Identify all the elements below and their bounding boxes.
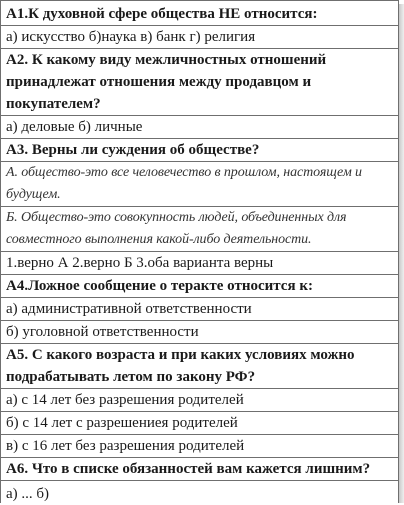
q3-title-prefix: А3 bbox=[6, 142, 25, 158]
q5-option-b: б) с 14 лет с разрешениея родителей bbox=[1, 412, 398, 435]
q5-option-a: а) с 14 лет без разрешения родителей bbox=[1, 389, 398, 412]
q2-title: А2. К какому виду межличностных отношений принадлежат отношения между продавцом и покупателем? bbox=[1, 49, 398, 116]
q3-statement-a: А. общество-это все человечество в прошлом, настоящем и будущем. bbox=[1, 162, 398, 207]
q1-options: а) искусство б)наука в) банк г) религия bbox=[1, 26, 398, 49]
page-shadow bbox=[399, 4, 404, 503]
q4-option-b: б) уголовной ответственности bbox=[1, 321, 398, 344]
q4-title: А4.Ложное сообщение о теракте относится к: bbox=[1, 275, 398, 298]
q3-options: 1.верно А 2.верно Б 3.оба варианта верны bbox=[1, 252, 398, 275]
q6-cut-line-text: а) ... б) bbox=[6, 486, 50, 502]
q6-cut-line bbox=[1, 483, 398, 502]
q3-title bbox=[1, 139, 398, 162]
q3-title-rest: . Верны ли суждения об обществе? bbox=[24, 142, 260, 158]
q3-statement-b: Б. Общество-это совокупность людей, объединенных для совместного выполнения какой-либо деятельности. bbox=[1, 207, 398, 252]
q6-title: А6. Что в списке обязанностей вам кажется лишним? bbox=[1, 458, 398, 481]
q4-option-a: а) административной ответственности bbox=[1, 298, 398, 321]
q1-title: А1.К духовной сфере общества НЕ относится: bbox=[1, 1, 398, 26]
q2-options: а) деловые б) личные bbox=[1, 116, 398, 139]
q5-option-c: в) с 16 лет без разрешения родителей bbox=[1, 435, 398, 458]
q5-title: А5. С какого возраста и при каких условиях можно подрабатывать летом по закону РФ? bbox=[1, 344, 398, 389]
